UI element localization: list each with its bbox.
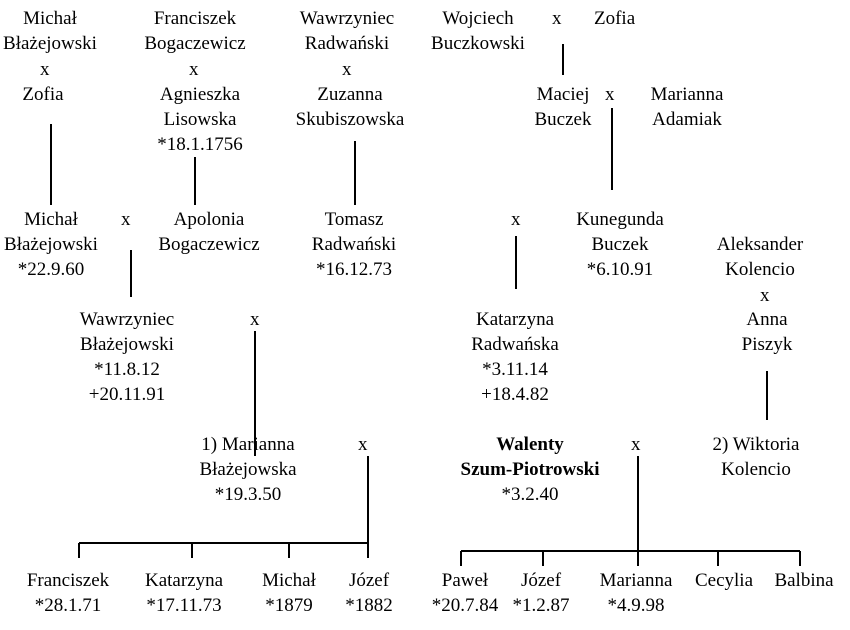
person-surname: Kolencio xyxy=(725,259,795,280)
person-surname: Szum-Piotrowski xyxy=(460,459,600,480)
person-katarzyna-radwanska xyxy=(458,307,572,407)
birth-date: *1.2.87 xyxy=(512,595,570,616)
person-surname: Radwański xyxy=(304,33,390,54)
person-name: Aleksander xyxy=(716,234,804,255)
person-zuzanna-skubiszowska xyxy=(282,82,418,132)
person-name: Balbina xyxy=(774,570,834,591)
person-name: Marianna xyxy=(599,570,673,591)
death-date: +20.11.91 xyxy=(88,384,166,405)
marriage-symbol: x xyxy=(552,8,562,29)
person-franciszek-bogaczewicz xyxy=(130,6,260,56)
marriage-symbol: x xyxy=(342,59,352,80)
marriage-symbol: x xyxy=(605,84,615,105)
birth-date: *17.11.73 xyxy=(146,595,222,616)
birth-date: *18.1.1756 xyxy=(157,134,243,155)
birth-date: *11.8.12 xyxy=(94,359,160,380)
person-marianna-blazejowska xyxy=(176,432,320,507)
birth-date: *1882 xyxy=(345,595,393,616)
person-name: Michał xyxy=(262,570,316,591)
birth-date: *28.1.71 xyxy=(34,595,102,616)
person-agnieszka-lisowska xyxy=(135,82,265,157)
marriage-symbol: x xyxy=(250,309,260,330)
birth-date: *6.10.91 xyxy=(586,259,654,280)
person-name: 1) Marianna xyxy=(201,434,295,455)
person-pawel-child xyxy=(420,568,510,618)
person-surname: Buczek xyxy=(534,109,592,130)
person-surname: Błażejowski xyxy=(4,234,98,255)
person-aleksander-kolencio xyxy=(700,232,820,282)
marriage-symbol: x xyxy=(121,209,131,230)
marriage-symbol: x xyxy=(511,209,521,230)
person-name: Zuzanna xyxy=(317,84,383,105)
marriage-symbol: x xyxy=(631,434,641,455)
person-name: Wawrzyniec xyxy=(79,309,175,330)
person-name: Zofia xyxy=(594,8,636,29)
person-name: Wojciech xyxy=(442,8,514,29)
person-surname: Adamiak xyxy=(652,109,722,130)
person-tomasz-radwanski xyxy=(302,207,406,282)
person-franciszek-child xyxy=(15,568,121,618)
person-name: Tomasz xyxy=(324,209,384,230)
person-surname: Bogaczewicz xyxy=(158,234,260,255)
person-surname: Błażejowska xyxy=(199,459,297,480)
birth-date: *4.9.98 xyxy=(607,595,665,616)
person-name: Cecylia xyxy=(694,570,754,591)
marriage-symbol: x xyxy=(40,59,50,80)
person-surname: Buczek xyxy=(591,234,649,255)
person-wawrzyniec-radwanski xyxy=(282,6,412,56)
birth-date: *3.2.40 xyxy=(501,484,559,505)
person-name: Agnieszka xyxy=(159,84,241,105)
birth-date: *16.12.73 xyxy=(316,259,392,280)
person-jozef-child-1 xyxy=(332,568,406,618)
marriage-symbol: x xyxy=(358,434,368,455)
person-apolonia-bogaczewicz xyxy=(146,207,272,257)
person-marianna-adamiak xyxy=(634,82,740,132)
person-name: 2) Wiktoria xyxy=(712,434,800,455)
person-balbina-child xyxy=(766,568,842,593)
person-name: Apolonia xyxy=(173,209,245,230)
person-surname: Radwański xyxy=(311,234,397,255)
person-name: Franciszek xyxy=(153,8,237,29)
marriage-symbol: x xyxy=(760,285,770,306)
person-maciej-buczek xyxy=(520,82,606,132)
person-name: Michał xyxy=(23,8,77,29)
person-katarzyna-child xyxy=(132,568,236,618)
birth-date: *1879 xyxy=(265,595,313,616)
person-wojciech-buczkowski xyxy=(418,6,538,56)
person-surname: Buczkowski xyxy=(431,33,525,54)
person-anna-piszyk xyxy=(726,307,808,357)
person-zofia-2 xyxy=(594,6,635,31)
person-name: Katarzyna xyxy=(144,570,224,591)
person-name: Katarzyna xyxy=(475,309,555,330)
person-cecylia-child xyxy=(686,568,762,593)
person-surname: Bogaczewicz xyxy=(144,33,246,54)
person-surname: Skubiszowska xyxy=(295,109,405,130)
person-name: Józef xyxy=(348,570,390,591)
person-surname: Błażejowski xyxy=(80,334,174,355)
person-name: Marianna xyxy=(650,84,724,105)
person-name: Michał xyxy=(24,209,78,230)
person-name: Paweł xyxy=(441,570,489,591)
person-name: Anna xyxy=(746,309,788,330)
person-surname: Błażejowski xyxy=(3,33,97,54)
person-name: Józef xyxy=(520,570,562,591)
person-wiktoria-kolencio xyxy=(694,432,818,482)
birth-date: *20.7.84 xyxy=(431,595,499,616)
person-name: Zofia xyxy=(22,84,64,105)
person-michal-blazejowski-sr xyxy=(0,6,110,56)
death-date: +18.4.82 xyxy=(481,384,549,405)
birth-date: *3.11.14 xyxy=(482,359,548,380)
person-walenty-szum-piotrowski xyxy=(444,432,616,507)
person-name: Walenty xyxy=(496,434,564,455)
marriage-symbol: x xyxy=(189,59,199,80)
person-name: Franciszek xyxy=(26,570,110,591)
person-name: Kunegunda xyxy=(576,209,664,230)
person-marianna-child xyxy=(586,568,686,618)
person-surname: Kolencio xyxy=(721,459,791,480)
person-michal-child xyxy=(246,568,332,618)
person-zofia xyxy=(0,82,86,107)
birth-date: *19.3.50 xyxy=(214,484,282,505)
person-michal-blazejowski-jr xyxy=(0,207,114,282)
person-name: Wawrzyniec xyxy=(299,8,395,29)
person-wawrzyniec-blazejowski xyxy=(64,307,190,407)
person-kunegunda-buczek xyxy=(562,207,678,282)
person-surname: Piszyk xyxy=(741,334,793,355)
person-surname: Lisowska xyxy=(163,109,237,130)
person-name: Maciej xyxy=(536,84,590,105)
birth-date: *22.9.60 xyxy=(17,259,85,280)
person-jozef-child-2 xyxy=(506,568,576,618)
person-surname: Radwańska xyxy=(471,334,559,355)
